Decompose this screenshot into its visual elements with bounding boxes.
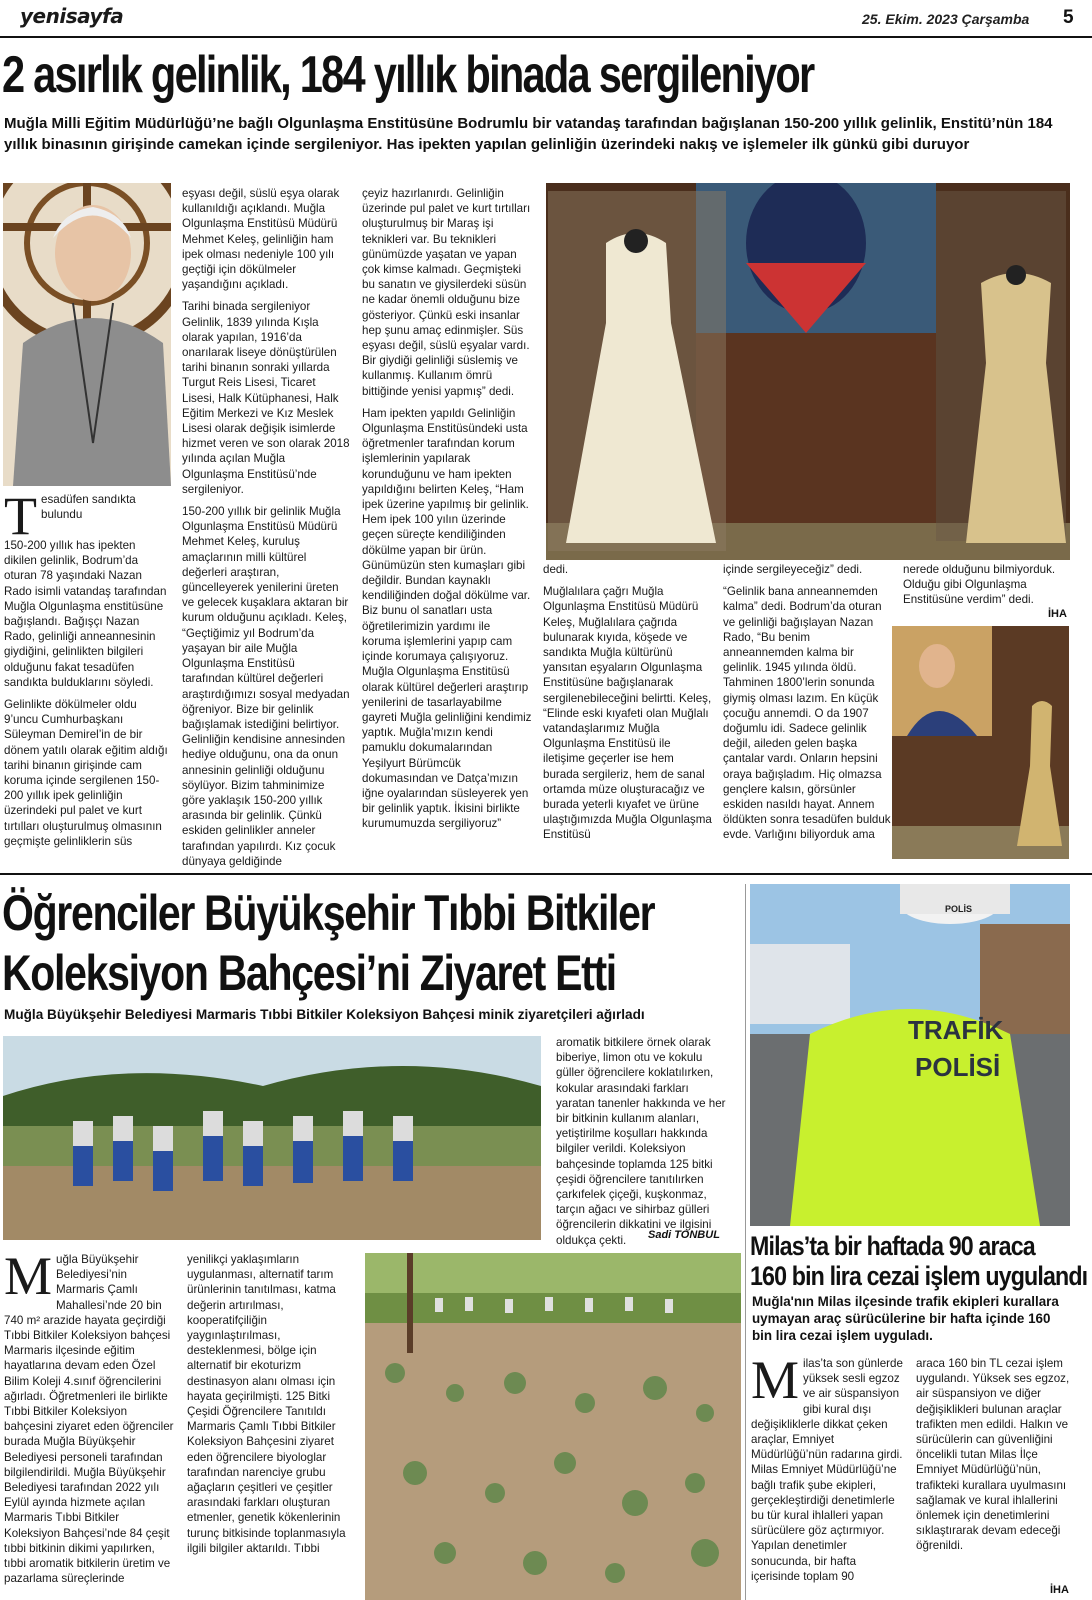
dropcap: T: [4, 486, 37, 546]
paragraph: eşyası değil, süslü eşya olarak kullanıldığı açıklandı. Muğla Olgunlaşma Enstitüsü Müdürü Mehmet Keleş, gelinliğin ham ipek olması nedeniyle 100 yılı geçtiği için dökülmeler yaşandığını açıkladı.: [182, 187, 340, 292]
header-rule: [0, 36, 1092, 38]
story2-deck: Muğla Büyükşehir Belediyesi Marmaris Tıbbi Bitkiler Koleksiyon Bahçesi minik ziyaretçileri ağırladı: [4, 1007, 645, 1022]
cap-label: POLİS: [945, 904, 973, 914]
story3-col1: [751, 1350, 907, 1591]
story2-headline-line1: Öğrenciler Büyükşehir Tıbbi Bitkiler: [2, 885, 655, 941]
wedding-dress-photo: [546, 183, 1070, 560]
story1-col6: [903, 562, 1068, 615]
garden-photo: [365, 1253, 741, 1600]
page-number: 5: [1063, 7, 1074, 28]
vest-text-line1: TRAFİK: [908, 1015, 1004, 1045]
portrait-photo: [3, 183, 171, 486]
paragraph: 150-200 yıllık has ipekten dikilen gelinlik, Bodrum’da oturan 78 yaşındaki Nazan Rado isimli vatandaş tarafından Muğla Olgunlaşma enstitüsüne bağışlandı. Bağışçı Nazan Rado, gelinliği anneannesinin giydiğini, gelinlikten bilgileri olduğunu fakat tesadüfen sandıkta bulduklarını söyledi.: [4, 539, 167, 689]
traffic-police-photo: [750, 884, 1070, 1226]
paragraph: çeyiz hazırlanırdı. Gelinliğin üzerinde pul palet ve kurt tırtılları oluşturulmuş bir Maraş işi teknikleri var. Bu teknikleri günümüzde yaşatan ve yapan çok kimse kalmadı. Geçmişteki bu sanatın ve giysilerdeki süsün ne kadar önemli olduğunu bize gösteriyor. Çünkü eski insanlar hep şunu amaç edinmişler. Süs eşyası değil, süslü eşyalar vardı. Bir giydiği gelinliği süslemiş ve kullanmış. Kullanım ömrü bittiğinde yenisi yapmış” dedi.: [362, 187, 531, 398]
paragraph: nerede olduğunu bilmiyorduk. Olduğu gibi Olgunlaşma Enstitüsüne verdim” dedi.: [903, 563, 1056, 607]
story3-headline-line1: Milas’ta bir haftada 90 araca: [750, 1231, 1035, 1261]
story2-credit: Sadi TONBUL: [648, 1229, 720, 1241]
story3-headline-line2: 160 bin lira cezai işlem uygulandı: [750, 1261, 1088, 1291]
story3-col2: [916, 1356, 1070, 1561]
paragraph: içinde sergileyeceğiz” dedi.: [723, 563, 863, 576]
story1-col4: [543, 562, 713, 850]
dropcap: M: [751, 1350, 800, 1410]
students-photo: [3, 1036, 541, 1240]
paragraph: yenilikçi yaklaşımların uygulanması, alternatif tarım ürünlerinin tanıtılması, katma değerin artırılması, kooperatifçiliğin yaygınlaştırılması, desteklenmesi, bölge için alternatif bir ekoturizm destinasyon alanı olması için hayata geçirilmişti. 125 Bitki Çeşidi Öğrencilere Tanıtıldı Marmaris Çamlı Tıbbi Bitkiler Koleksiyon Bahçesini ziyaret eden öğrencilere biyologlar tarafından narenciye grubu ağaçların çeşitleri ve çeşitler arasındaki farkları oluşturan etmenler, genetik kökenlerinin turunç bitkisinde toplanmasıyla ilgili bilgiler aktarıldı. Tıbbi: [187, 1253, 346, 1555]
story1-col3: [362, 186, 532, 839]
paragraph: uğla Büyükşehir Belediyesi’nin Marmaris Çamlı Mahallesi’nde 20 bin 740 m² arazide hayata geçirdiği Tıbbi Bitkiler Koleksiyon bahçesi Marmaris ilçesinde eğitim hayatlarına devam eden Özel Bilim Koleji 4.sınıf öğrencilerini ağırladı. Öğretmenleri ile birlikte Tıbbi Bitkiler Koleksiyon bahçesini ziyaret eden öğrenciler burada Muğla Büyükşehir Belediyesi personeli tarafından bilgilendirildi. Muğla Büyükşehir Belediyesi tarafından 2022 yılı Eylül ayında hizmete açılan Marmaris Tıbbi Bitkiler Koleksiyon Bahçesi’nde 84 çeşit tıbbi bitkinin dikimi yapılırken, tıbbi aromatik bitkilerin üretim ve pazarlama süreçlerinde: [4, 1253, 174, 1586]
dropcap: M: [4, 1246, 53, 1306]
paragraph: aromatik bitkilere örnek olarak biberiye, limon otu ve kokulu güller öğrencilere koklatılırken, kokular arasındaki farkları yaratan tanenler hakkında ve her bir bitkinin kullanım alanları, yetiştirilme koşulları hakkında bilgiler verildi. Koleksiyon bahçesinde toplamda 125 bitki çeşidi öğrencilere tanıtılırken çarkıfelek çiçeği, kuşkonmaz, tarçın ağacı ve sihirbaz gülleri öğrencilerin dikkatini ve ilgisini oldukça çekti.: [556, 1036, 726, 1247]
paragraph: 150-200 yıllık bir gelinlik Muğla Olgunlaşma Enstitüsü Müdürü Mehmet Keleş, kuruluş amaçlarının milli kültürel değerleri araştıran, güncelleyerek yenilerini üreten ve gelecek kuşaklara aktaran bir kurum olduğunu açıkladı. Keleş, “Geçtiğimiz yıl Bodrum’da yaşayan bir aile Muğla Olgunlaşma Enstitüsü tarafından kültürel değerleri araştırdığımızı sosyal medyadan öğreniyor. Bize bir gelinlik bağışlamak istediğini belirtiyor. Gelinliğin kendisine annesinden hediye olduğunu, ona da onun annesinin gelinliği olduğunu söylüyor. Bizim tahminimize göre yaklaşık 150-200 yıllık arasında bir gelinlik. Çünkü eskiden gelinlikler anneler tarafından yapılırdı. Kız çocuk dünyaya geldiğinde: [182, 505, 350, 868]
story2-headline-line2: Koleksiyon Bahçesi’ni Ziyaret Etti: [2, 945, 616, 1001]
story2-side-text: [556, 1035, 728, 1255]
story1-deck: Muğla Milli Eğitim Müdürlüğü’ne bağlı Olgunlaşma Enstitüsüne Bodrumlu bir vatandaş tarafından bağışlanan 150-200 yıllık gelinlik, Enstitü’nün 184 yıllık binasının girişinde camekan içinde sergileniyor. Has ipekten yapılan gelinliğin üzerindeki nakış ve işlemeler ilk günkü gibi duruyor: [4, 115, 1053, 153]
story1-credit: İHA: [1048, 608, 1067, 620]
paragraph: Ham ipekten yapıldı Gelinliğin Olgunlaşma Enstitüsündeki usta öğretmenler tarafından korum işlemlerinin yapılarak korunduğunu ve ham ipekten yapıldığını belirten Keleş, “Ham ipek üzerine yapılmış bir gelinlik. Hem ipek 100 yılın üzerinde geçen süreçte kendiliğinden dökülme yapan bir ürün. Günümüzün sten kumaşları gibi değildir. Bundan kaynaklı kendiliğinden doğal dökülme var. Biz bunu ol sanatları usta öğretilerimizin yardımı ile koruma işlemlerini yapıp cam içinde korumaya çalışıyoruz. Muğla Olgunlaşma Enstitüsü olarak kültürel değerleri araştırıp yenilerini de tasarlayabilme gayreti Muğla gelinliğini kendimiz yaptık. Muğla’mızın kendi pamuklu dokumalarından Yeşilyurt Bürümcük dokumasından ve Datça’mızın iğne oyalarından süsleyerek yen bir gelinlik yaptık. İkisini birlikte kurumumuzda sergiliyoruz”: [362, 406, 532, 831]
story1-col1: [4, 486, 170, 856]
story1-headline: 2 asırlık gelinlik, 184 yıllık binada sergileniyor: [2, 46, 814, 104]
story1-col5: [723, 562, 893, 850]
issue-date: 25. Ekim. 2023 Çarşamba: [862, 11, 1030, 27]
paragraph: Tarihi binada sergileniyor Gelinlik, 1839 yılında Kışla olarak yapılan, 1916’da onarılarak liseye dönüştürülen tarihi binanın sonraki yıllarda Turgut Reis Lisesi, Ticaret Lisesi, Halk Kütüphanesi, Halk Eğitim Merkezi ve Kız Meslek Lisesi olarak değişik isimlerde hizmet veren ve son olarak 2018 yılında açılan Muğla Olgunlaşma Enstitüsü’nde sergileniyor.: [182, 300, 350, 496]
vest-text-line2: POLİSİ: [915, 1052, 1001, 1082]
story3-deck: Muğla'nın Milas ilçesinde trafik ekipleri kurallara uymayan araç sürücülerine bir hafta içinde 160 bin lira cezai işlem uyguladı.: [752, 1294, 1059, 1343]
paragraph: Gelinlikte dökülmeler oldu 9’uncu Cumhurbaşkanı Süleyman Demirel’in de bir dönem yatılı olarak eğitim aldığı tarihi binanın girişinde cam koruma içinde sergilenen 150-200 yıllık ipek gelinliğin üzerindeki pul palet ve kurt tırtılları oluşturulmuş olmasının geçmişte gelinliklerin süs: [4, 698, 168, 848]
paragraph: dedi.: [543, 563, 569, 576]
paragraph: araca 160 bin TL cezai işlem uygulandı. Yüksek ses egzoz, air süspansiyon ve diğer değişiklikleri bulunan araçlar trafikten men edildi. Halkın ve sürücülerin can güvenliğini öncelikli tutan Milas İlçe Emniyet Müdürlüğü’nün, trafikteki kurallara uyulmasını sağlamak ve kural ihlallerini önlemek için denetimlerini sıklaştırarak devam edeceği öğrenildi.: [916, 1357, 1070, 1553]
story3-credit: İHA: [1050, 1584, 1069, 1596]
story2-col1: [4, 1246, 174, 1593]
story1-col2: [182, 186, 350, 876]
newspaper-logo: yenisayfa: [20, 4, 124, 28]
dress-detail-photo: [892, 626, 1069, 859]
column-divider: [745, 884, 746, 1600]
paragraph: Muğlalılara çağrı Muğla Olgunlaşma Enstitüsü Müdürü Keleş, Muğlalılara çağrıda bulunarak kıyıda, köşede ve sandıkta Muğla kültürünü yansıtan eşyaların Olgunlaşma Enstitüsüne bağışlanarak sergilenebileceğini belirtti. Keleş, “Elinde eski kıyafeti olan Muğlalı vatandaşlarımız Muğla Olgunlaşma Enstitüsü ile iletişime geçerler ise hem burada sergileriz, hem de sanal ortamda müze oluşturacağız ve burada yeterli kıyafet ve ürüne ulaştığımızda Muğla Olgunlaşma Enstitüsü: [543, 585, 712, 842]
section-rule: [0, 873, 1092, 875]
subhead: esadüfen sandıkta bulundu: [41, 493, 136, 522]
story2-col2: [187, 1252, 355, 1563]
paragraph: “Gelinlik bana anneannemden kalma” dedi. Bodrum’da oturan ve gelinliği bağışlayan Nazan Rado, “Bu benim anneannemden kalma bir gelinlik. 1945 yılında öldü. Tahminen 1800’lerin sonunda giymiş olması lazım. En küçük çocuğu annemdi. O da 1907 doğumlu idi. Sadece gelinlik değil, aileden gelen başka çantalar vardı. Onların hepsini oraya bağışladım. Hiç olmazsa gençlere kalsın, görsünler eskiden nasıldı hayat. Annem öldükten sonra tesadüfen bulduk evde. Varlığını biliyorduk ama: [723, 585, 891, 842]
paragraph: ilas’ta son günlerde yüksek sesli egzoz ve air süspansiyon gibi kural dışı değişikliklerle dikkat çeken araçlar, Emniyet Müdürlüğü’nün radarına girdi. Milas Emniyet Müdürlüğü’ne bağlı trafik şube ekipleri, gerçekleştirdiği denetimlerle bu tür kural ihlalleri yapan sürücülere göz açtırmıyor. Yapılan denetimler sonucunda, bir hafta içerisinde toplam 90: [751, 1357, 903, 1583]
